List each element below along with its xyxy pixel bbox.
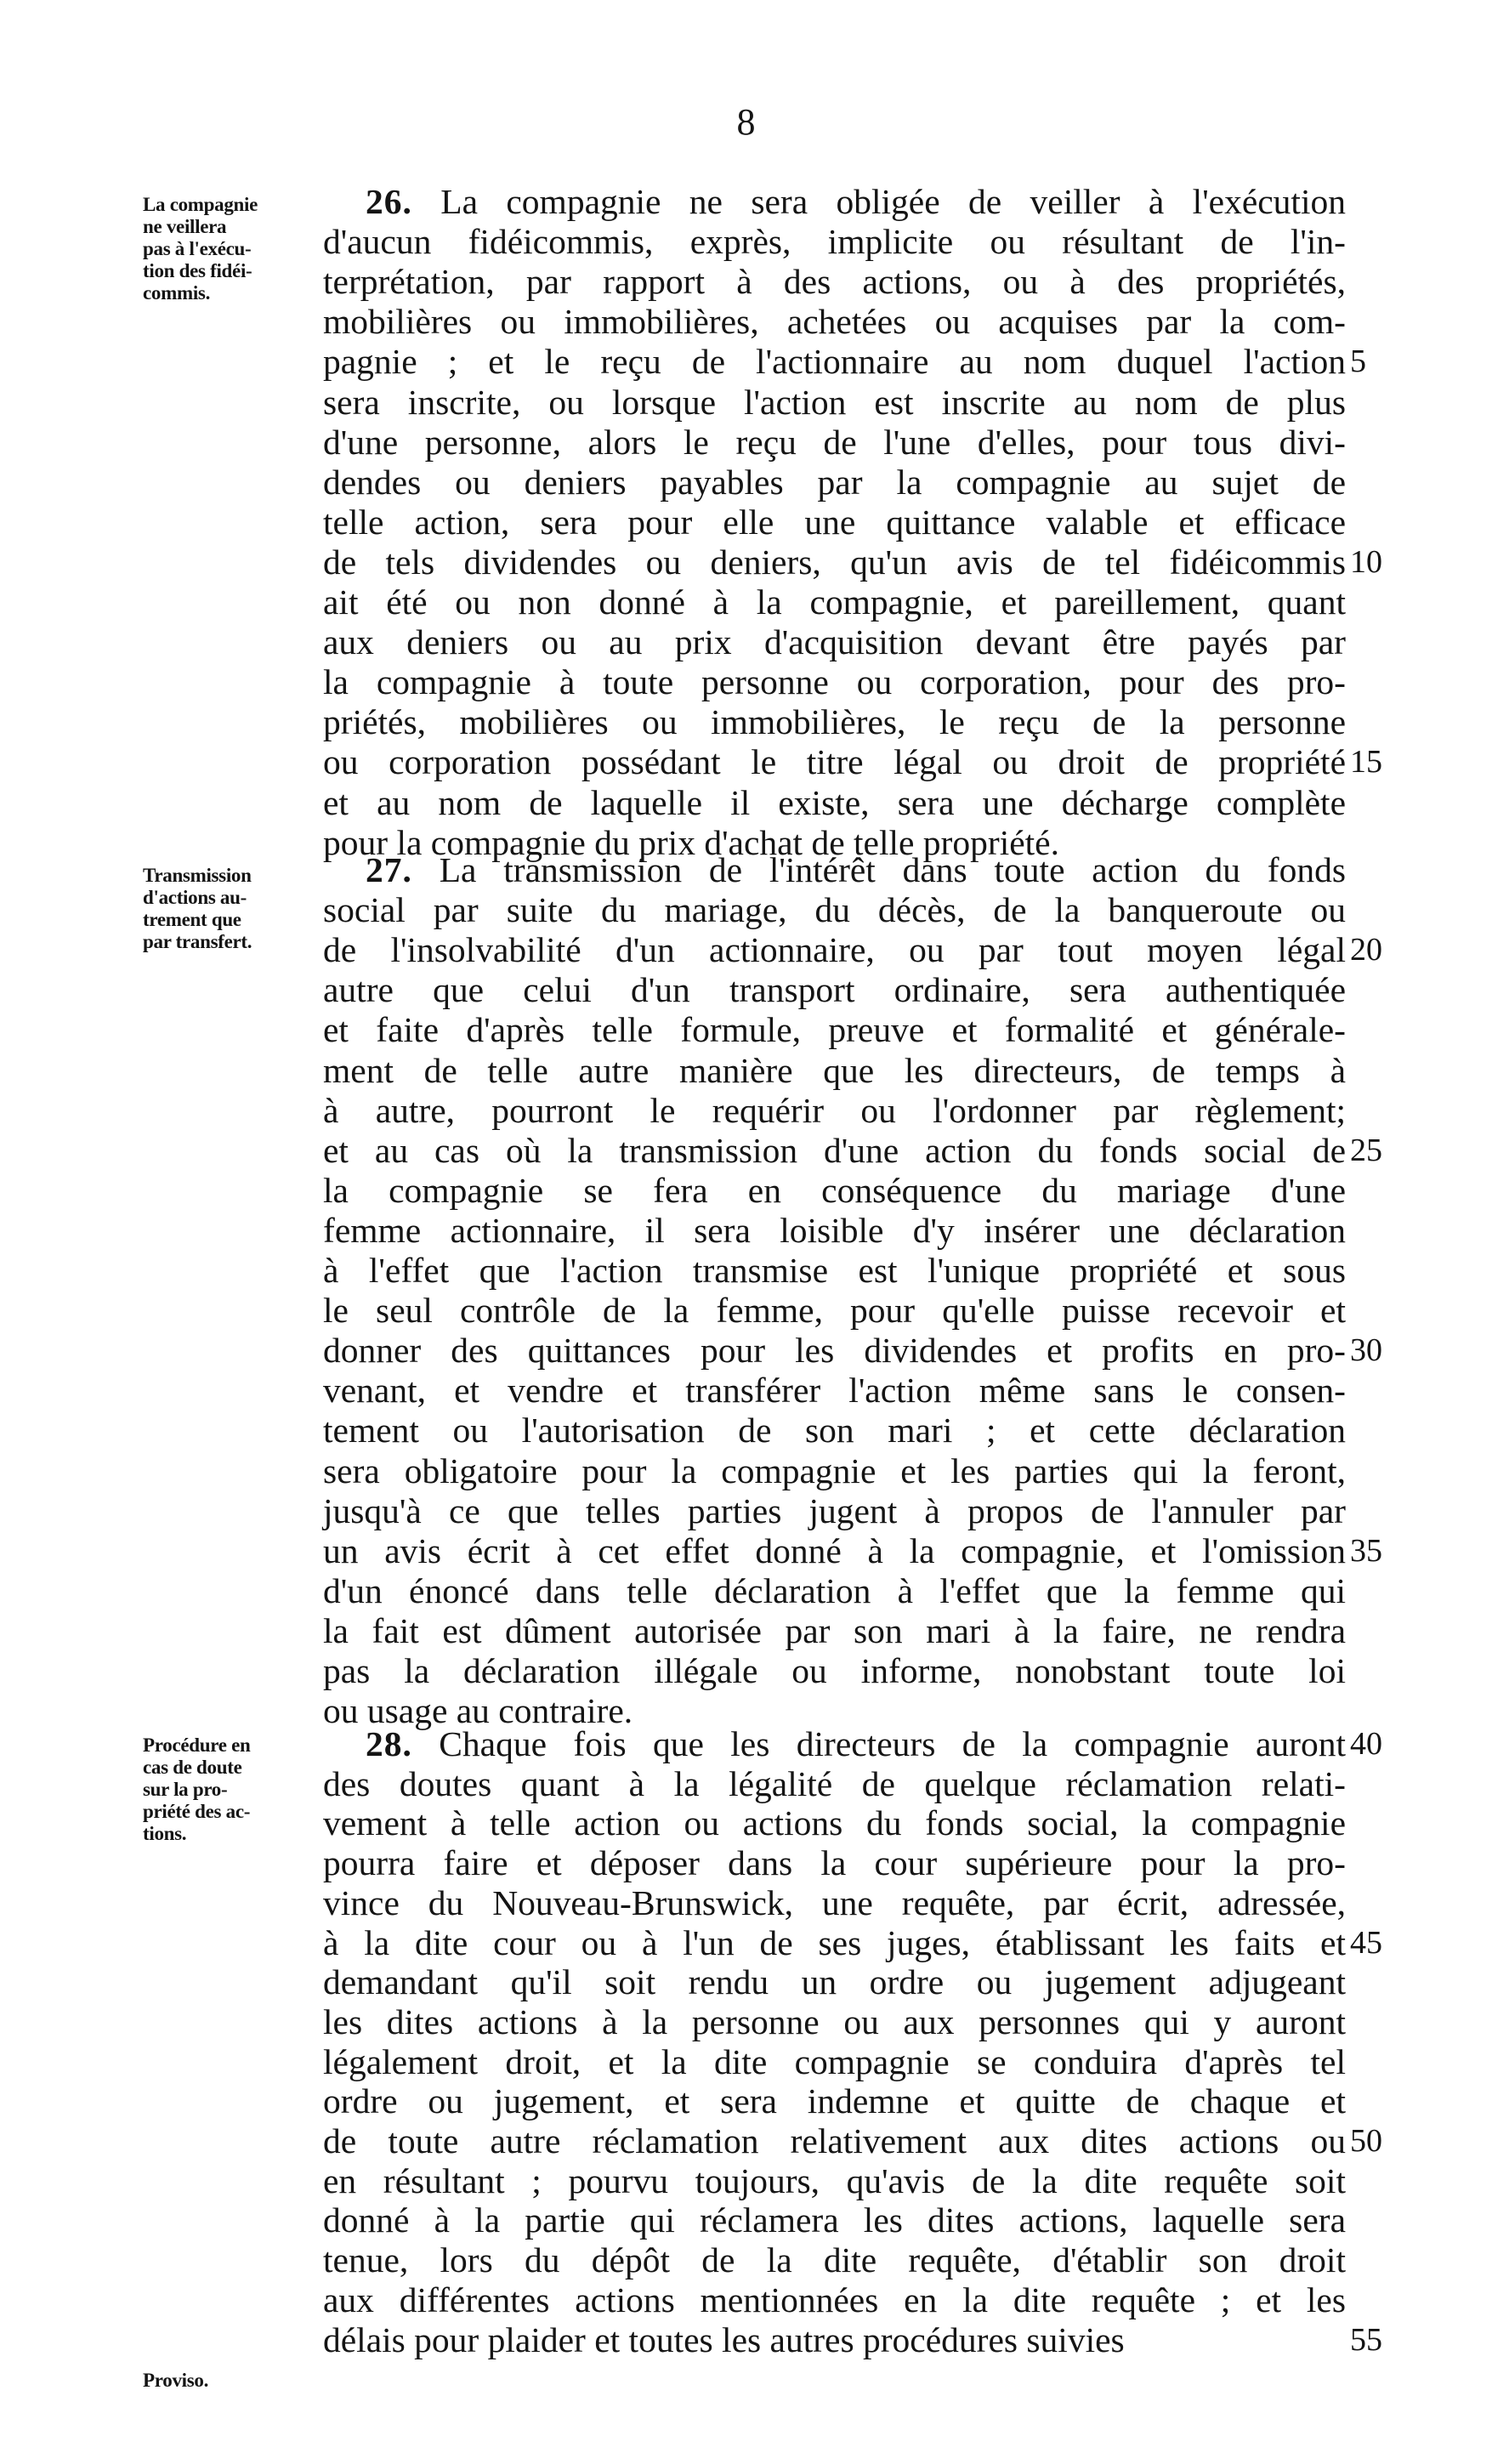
line-number: 45	[1350, 1924, 1382, 1961]
margin-note-line: tions.	[143, 1823, 187, 1844]
text-line: à autre, pourront le requérir ou l'ordonner par règlement;	[323, 1090, 1346, 1130]
margin-note-line: La compagnie	[143, 194, 258, 215]
text-line: ordre ou jugement, et sera indemne et quitte de chaque et	[323, 2081, 1346, 2121]
margin-note	[143, 1734, 326, 1845]
section-number: 28.	[366, 1724, 412, 1763]
line-number: 20	[1350, 932, 1382, 968]
margin-note-line: trement que	[143, 909, 241, 930]
text-line-content: Chaque fois que les directeurs de la compagnie auront	[439, 1724, 1347, 1763]
line-number: 50	[1350, 2123, 1382, 2159]
line-number: 15	[1350, 744, 1382, 781]
margin-note-line: priété des ac-	[143, 1801, 251, 1822]
text-line: des doutes quant à la légalité de quelque réclamation relati-	[323, 1763, 1346, 1803]
text-line: à l'effet que l'action transmise est l'unique propriété et sous	[323, 1251, 1346, 1290]
text-line: la fait est dûment autorisée par son mari à la faire, ne rendra	[323, 1610, 1346, 1650]
page-number: 8	[736, 101, 756, 143]
text-line: demandant qu'il soit rendu un ordre ou jugement adjugeant	[323, 1962, 1346, 2002]
margin-note-line: par transfert.	[143, 931, 252, 952]
section-number: 26.	[366, 182, 412, 221]
text-line: mobilières ou immobilières, achetées ou acquises par la com-	[323, 302, 1346, 342]
text-line: ment de telle autre manière que les directeurs, de temps à	[323, 1050, 1346, 1090]
text-line: de l'insolvabilité d'un actionnaire, ou par tout moyen légal	[323, 930, 1346, 970]
text-line: venant, et vendre et transférer l'action même sans le consen-	[323, 1371, 1346, 1411]
text-line: telle action, sera pour elle une quittance valable et efficace	[323, 502, 1346, 542]
margin-note-line: Procédure en	[143, 1734, 251, 1756]
margin-note-line: sur la pro-	[143, 1779, 228, 1800]
text-line: d'un énoncé dans telle déclaration à l'effet que la femme qui	[323, 1570, 1346, 1610]
text-line: aux différentes actions mentionnées en la dite requête ; et les	[323, 2279, 1346, 2319]
text-line: pourra faire et déposer dans la cour supérieure pour la pro-	[323, 1843, 1346, 1883]
text-line: ou usage au contraire.	[323, 1691, 633, 1731]
text-line: sera inscrite, ou lorsque l'action est inscrite au nom de plus	[323, 382, 1346, 422]
text-line: sera obligatoire pour la compagnie et les parties qui la feront,	[323, 1451, 1346, 1490]
text-line: légalement droit, et la dite compagnie se conduira d'après tel	[323, 2041, 1346, 2081]
line-number: 30	[1350, 1332, 1382, 1369]
text-line-content: La transmission de l'intérêt dans toute action du fonds	[439, 850, 1347, 889]
text-line: à la dite cour ou à l'un de ses juges, établissant les faits et	[323, 1922, 1346, 1962]
text-line: priétés, mobilières ou immobilières, le reçu de la personne	[323, 702, 1346, 742]
text-line: terprétation, par rapport à des actions, ou à des propriétés,	[323, 262, 1346, 302]
line-number: 40	[1350, 1726, 1382, 1762]
text-line: le seul contrôle de la femme, pour qu'elle puisse recevoir et	[323, 1291, 1346, 1331]
text-line: d'aucun fidéicommis, exprès, implicite ou résultant de l'in-	[323, 222, 1346, 262]
text-line: en résultant ; pourvu toujours, qu'avis de la dite requête soit	[323, 2160, 1346, 2200]
text-line: vince du Nouveau-Brunswick, une requête, par écrit, adressée,	[323, 1882, 1346, 1922]
text-line	[366, 1724, 1346, 1764]
text-line: donné à la partie qui réclamera les dites actions, laquelle sera	[323, 2200, 1346, 2240]
line-number: 10	[1350, 543, 1382, 580]
text-line: et faite d'après telle formule, preuve et formalité et générale-	[323, 1010, 1346, 1050]
text-line: social par suite du mariage, du décès, de la banqueroute ou	[323, 890, 1346, 930]
margin-note-line: d'actions au-	[143, 887, 247, 908]
text-line: ait été ou non donné à la compagnie, et pareillement, quant	[323, 582, 1346, 622]
text-line: d'une personne, alors le reçu de l'une d'elles, pour tous divi-	[323, 422, 1346, 462]
text-line: aux deniers ou au prix d'acquisition devant être payés par	[323, 622, 1346, 662]
text-line: de tels dividendes ou deniers, qu'un avis de tel fidéicommis	[323, 542, 1346, 582]
text-line: et au cas où la transmission d'une action du fonds social de	[323, 1130, 1346, 1170]
text-line: la compagnie à toute personne ou corporation, pour des pro-	[323, 662, 1346, 702]
text-line: donner des quittances pour les dividendes et profits en pro-	[323, 1331, 1346, 1371]
text-line: autre que celui d'un transport ordinaire, sera authentiquée	[323, 970, 1346, 1010]
text-line: vement à telle action ou actions du fonds social, la compagnie	[323, 1803, 1346, 1843]
line-number: 5	[1350, 343, 1366, 380]
margin-note-line: commis.	[143, 282, 211, 304]
margin-note-line: cas de doute	[143, 1757, 242, 1778]
margin-note-proviso: Proviso.	[143, 2370, 209, 2392]
line-number: 35	[1350, 1532, 1382, 1569]
text-line: pas la déclaration illégale ou informe, nonobstant toute loi	[323, 1651, 1346, 1690]
margin-note-line: ne veillera	[143, 216, 227, 237]
text-line: et au nom de laquelle il existe, sera une décharge complète	[323, 782, 1346, 822]
line-number: 25	[1350, 1132, 1382, 1168]
margin-note-line: pas à l'exécu-	[143, 238, 252, 259]
text-line: jusqu'à ce que telles parties jugent à propos de l'annuler par	[323, 1490, 1346, 1530]
line-number: 55	[1350, 2321, 1382, 2358]
text-line: ou corporation possédant le titre légal ou droit de propriété	[323, 742, 1346, 782]
text-line: femme actionnaire, il sera loisible d'y insérer une déclaration	[323, 1210, 1346, 1250]
margin-note-line: tion des fidéi-	[143, 260, 252, 281]
text-line: pagnie ; et le reçu de l'actionnaire au nom duquel l'action	[323, 342, 1346, 382]
text-line: la compagnie se fera en conséquence du mariage d'une	[323, 1170, 1346, 1210]
section-number: 27.	[366, 850, 412, 889]
text-line: pour la compagnie du prix d'achat de telle propriété.	[323, 822, 1059, 862]
text-line: délais pour plaider et toutes les autres procédures suivies	[323, 2319, 1125, 2359]
margin-note	[143, 194, 326, 304]
text-line	[366, 850, 1346, 890]
text-line: un avis écrit à cet effet donné à la compagnie, et l'omission	[323, 1530, 1346, 1570]
margin-note	[143, 865, 326, 953]
text-line: dendes ou deniers payables par la compagnie au sujet de	[323, 462, 1346, 502]
text-line: tement ou l'autorisation de son mari ; et cette déclaration	[323, 1411, 1346, 1451]
text-line: tenue, lors du dépôt de la dite requête, d'établir son droit	[323, 2240, 1346, 2280]
text-line	[366, 182, 1346, 222]
text-line-content: La compagnie ne sera obligée de veiller à l'exécution	[440, 182, 1346, 221]
text-line: de toute autre réclamation relativement aux dites actions ou	[323, 2121, 1346, 2160]
margin-note-line: Transmission	[143, 865, 252, 886]
text-line: les dites actions à la personne ou aux personnes qui y auront	[323, 2001, 1346, 2041]
